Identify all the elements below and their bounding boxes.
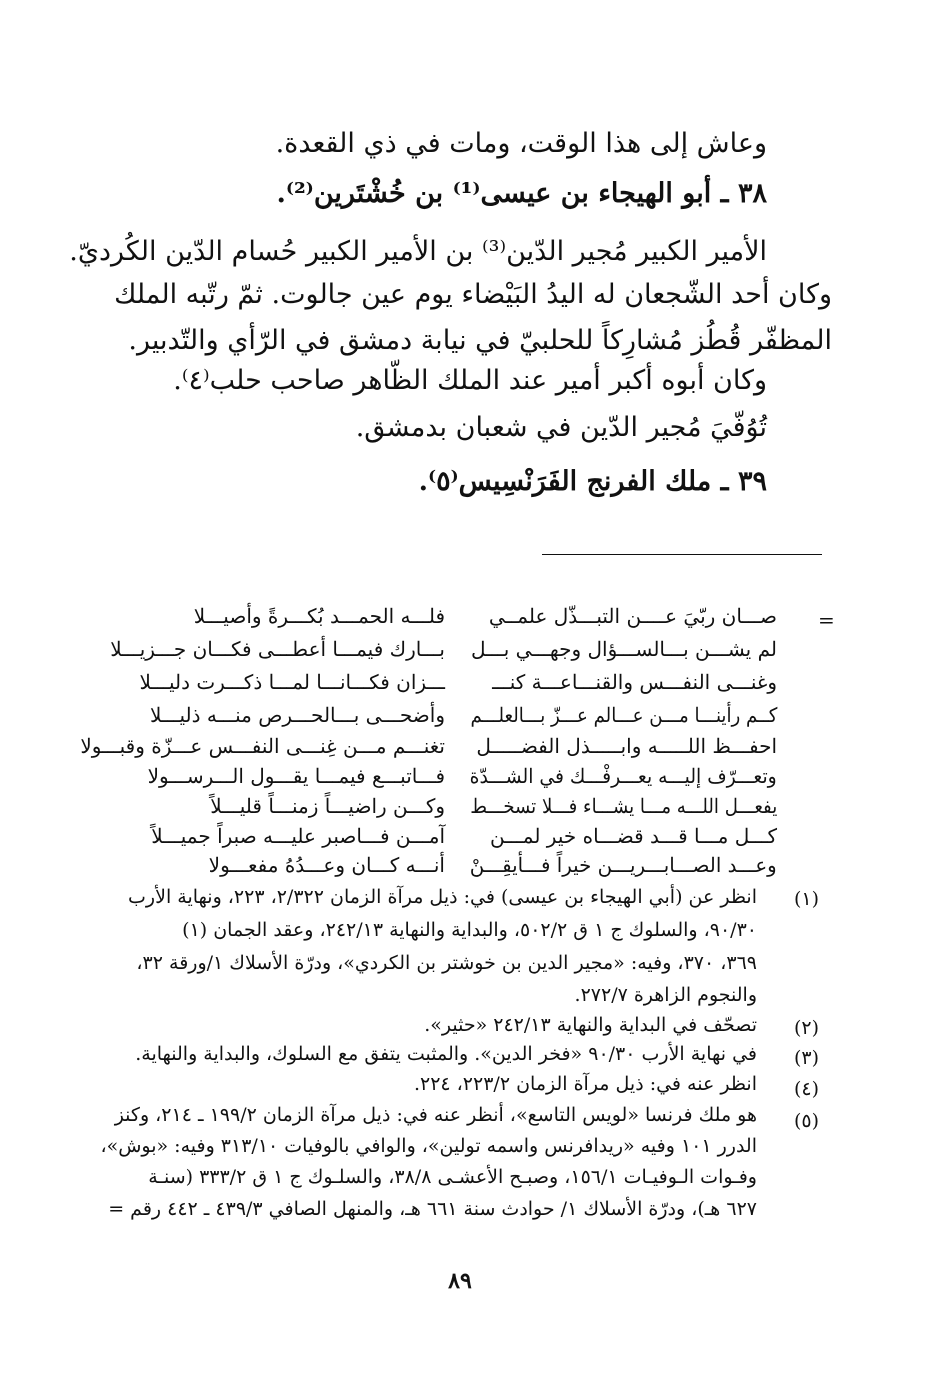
footnote-line: ٣٦٩، ٣٧٠، وفيه: «مجير الدين بن خوشتر بن الكردي»، ودرّة الأسلاك ١/ورقة ٣٢، — [136, 952, 757, 974]
footnote-number: (٤) — [793, 1078, 819, 1100]
footnote-line: ٦٢٧ هـ)، ودرّة الأسلاك ١/ حوادث سنة ٦٦١ هـ، والمنهل الصافي ٤٣٩/٣ ـ ٤٤٢ رقم = — [108, 1198, 757, 1220]
poem-first-hemistich: وغنـــى النفـــس والقنـــاعـــة كنـــ — [492, 670, 777, 694]
footnote-number: (١) — [793, 888, 819, 910]
body-line-3: الأمير الكبير مُجير الدّين⁽³⁾ بن الأمير الكبير حُسام الدّين الكُرديّ. — [69, 236, 767, 267]
footnote-number: (٣) — [793, 1047, 819, 1069]
poem-second-hemistich: أنـــه كـــان وعـــدُهُ مفعـــولا — [208, 853, 445, 877]
footnote-line: في نهاية الأرب ٩٠/٣٠ «فخر الدين». والمثبت يتفق مع السلوك، والبداية والنهاية. — [135, 1043, 757, 1065]
poem-second-hemistich: وكـــن راضيـــاً زمنـــاً قليـــلاً — [210, 794, 445, 818]
footnote-line: وفـوات الـوفيـات ١٥٦/١، وصبـح الأعشـى ٣٨/٨، والسلـوك ج ١ ق ٣٣٣/٢ (سنـة — [148, 1166, 757, 1188]
footnote-line: انظر عن (أبي الهيجاء بن عيسى) في: ذيل مرآة الزمان ٢/٣٢٢، ٢٢٣، ونهاية الأرب — [128, 886, 757, 908]
entry-heading-38: ٣٨ ـ أبو الهيجاء بن عيسى⁽¹⁾ بن خُشْتَرين⁽²⁾. — [276, 178, 767, 209]
footnote-line: تصحّف في البداية والنهاية ٢٤٢/١٣ «حثير». — [424, 1014, 757, 1036]
footnote-number: (٥) — [793, 1110, 819, 1132]
poem-first-hemistich: احفـــظ اللـــــه وابـــــذل الفضـــــل — [476, 734, 777, 758]
continuation-mark: = — [818, 608, 835, 632]
body-line-1: وعاش إلى هذا الوقت، ومات في ذي القعدة. — [275, 128, 767, 159]
poem-first-hemistich: صـــان ربّيَ عــــن التبـــذّل علمــي — [488, 604, 777, 628]
footnote-line: والنجوم الزاهرة ٢٧٢/٧. — [574, 984, 757, 1006]
poem-second-hemistich: ـــزان فكـــانـــا لمـــا ذكـــرت دليـــلا — [139, 670, 445, 694]
footnote-line: ٩٠/٣٠، والسلوك ج ١ ق ٥٠٢/٢، والبداية والنهاية ٢٤٢/١٣، وعقد الجمان (١) — [182, 919, 757, 941]
body-line-7: تُوُفّيَ مُجير الدّين في شعبان بدمشق. — [355, 412, 767, 443]
poem-first-hemistich: وعـــد الصـــابـــريـــن خيراً فـــأيقِـــنْ — [470, 853, 777, 877]
poem-first-hemistich: كــم رأينـــا مـــن عـــالم عـــزّ بـــالعلـــم — [470, 703, 777, 727]
poem-first-hemistich: لم يشـــن بـــالســـؤال وجهـــي بـــل — [471, 637, 777, 661]
poem-second-hemistich: فـــاتبـــع فيمـــا يقـــول الـــرســـولا — [147, 764, 445, 788]
body-line-4: وكان أحد الشّجعان له اليدُ البَيْضاء يوم عين جالوت. ثمّ رتّبه الملك — [114, 279, 832, 310]
poem-second-hemistich: فلـــه الحمـــد بُكـــرةً وأصيـــلا — [193, 604, 445, 628]
poem-first-hemistich: كـــل مـــا قـــد قضـــاه خير لمـــن — [489, 824, 777, 848]
poem-first-hemistich: يفعـــل اللـــه مـــا يشـــاء فـــلا تسخـــط — [469, 794, 777, 818]
poem-first-hemistich: وتعـــرّف إليـــه يعـــرفْـــك في الشـــدّة — [469, 764, 777, 788]
poem-second-hemistich: تغنـــم مـــن غِنـــى النفـــس عـــزّة وقبـــولا — [80, 734, 445, 758]
footnote-separator — [542, 554, 822, 555]
entry-heading-39: ٣٩ ـ ملك الفرنج الفَرَنْسِيس⁽٥⁾. — [418, 466, 767, 497]
poem-second-hemistich: بـــارك فيمـــا أعطـــى فكـــان جـــزيـــلا — [110, 637, 445, 661]
poem-second-hemistich: آمـــن فـــاصبر عليـــه صبراً جميـــلاً — [151, 824, 445, 848]
footnote-line: هو ملك فرنسا «لويس التاسع»، أنظر عنه في: ذيل مرآة الزمان ١٩٩/٢ ـ ٢١٤، وكنز — [114, 1104, 757, 1126]
footnote-number: (٢) — [793, 1017, 819, 1039]
page-number: ٨٩ — [448, 1268, 472, 1294]
footnote-line: الدرر ١٠١ وفيه «ريدافرنس واسمه تولين»، والوافي بالوفيات ٣١٣/١٠ وفيه: «بوش»، — [100, 1135, 757, 1157]
body-line-5: المظفّر قُطُز مُشارِكاً للحلبيّ في نيابة دمشق في الرّأي والتّدبير. — [128, 325, 832, 356]
poem-second-hemistich: وأضحـــى بـــالحـــرص منـــه ذليـــلا — [149, 703, 445, 727]
footnote-line: انظر عنه في: ذيل مرآة الزمان ٢٢٣/٢، ٢٢٤. — [413, 1073, 757, 1095]
body-line-6: وكان أبوه أكبر أمير عند الملك الظّاهر صاحب حلب⁽٤⁾. — [173, 365, 767, 396]
